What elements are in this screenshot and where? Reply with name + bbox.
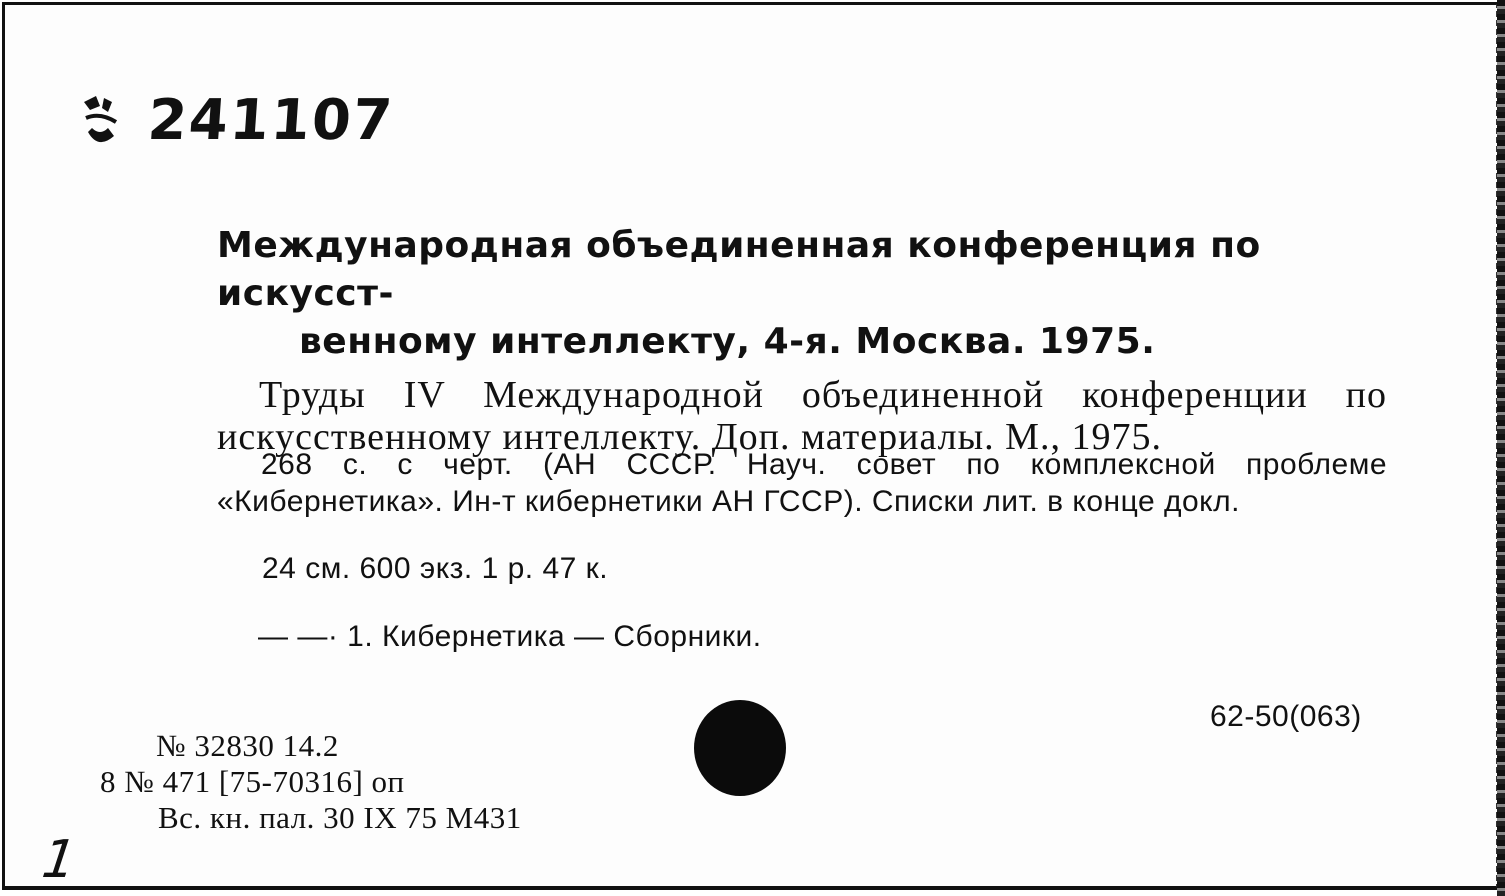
order-line-1: № 32830 14.2 [156,728,339,763]
order-line-3: Вс. кн. пал. 30 IX 75 М431 [158,800,522,835]
physical-description: 24 см. 600 экз. 1 р. 47 к. [262,552,609,585]
publication-note: 268 с. с черт. (АН СССР. Науч. совет по комплексной проблеме «Кибернетика». Ин-т кибернетики АН ГССР). Списки лит. в конце докл. [217,448,1387,518]
order-info [100,728,522,836]
heading-line-1: Международная объединенная конференция по искусст- [217,225,1261,314]
punch-hole [694,700,786,796]
order-line-2: 8 № 471 [75-70316] оп [100,764,405,799]
card-right-edge [1497,0,1505,896]
handwritten-mark: 1 [32,830,85,890]
card-heading [217,222,1387,366]
subject-heading: — —· 1. Кибернетика — Сборники. [258,620,762,653]
classification-code: 62-50(063) [1210,700,1362,733]
title-block [217,222,1387,458]
heading-line-2: венному интеллекту, 4-я. Москва. 1975. [299,321,1156,362]
handwritten-call-number: 241107 [145,88,397,153]
title-description: Труды IV Международной объединенной конференции по искусственному интеллекту. Доп. материалы. М., 1975. [217,374,1387,458]
library-stamp-icon [78,92,122,152]
